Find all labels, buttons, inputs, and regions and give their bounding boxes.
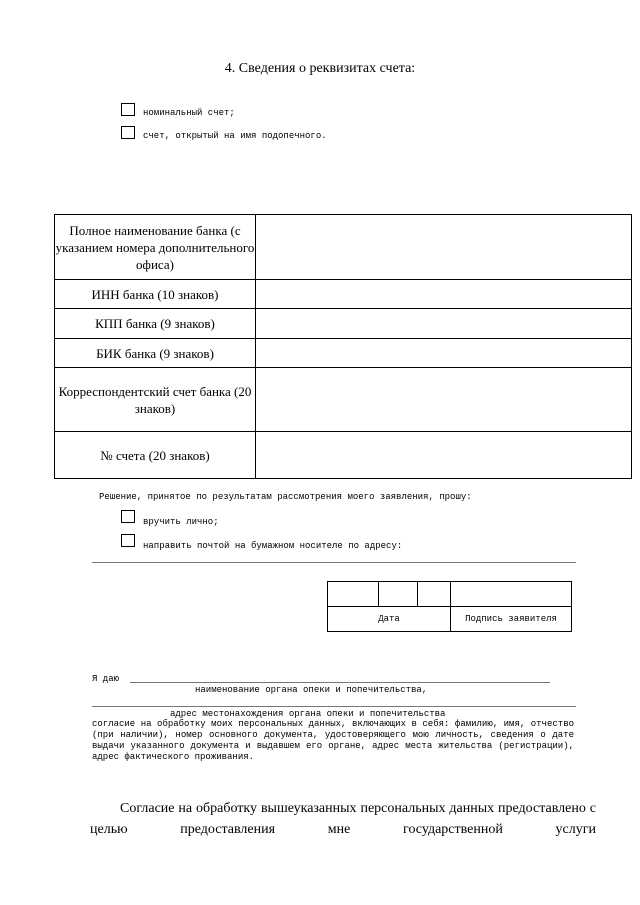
signature-label: Подпись заявителя <box>451 607 572 632</box>
deliver-in-person-checkbox[interactable] <box>121 510 135 523</box>
signature-cell[interactable] <box>451 582 572 607</box>
org-name-line[interactable] <box>130 682 550 683</box>
closing-paragraph <box>90 798 596 840</box>
org-name-caption: наименование органа опеки и попечительства, <box>195 685 428 695</box>
mail-address-line[interactable] <box>92 562 576 563</box>
consent-text: согласие на обработку моих персональных данных, включающих в себя: фамилию, имя, отчество (при наличии), номер основного документа, удостоверяющего мою личность, сведения о дате выдачи указанного документа и выдавшем его органе, адрес места жительства (регистрации), адрес фактического проживания. <box>92 719 574 762</box>
send-by-mail-label: направить почтой на бумажном носителе по адресу: <box>143 541 403 551</box>
nominal-account-label: номинальный счет; <box>143 108 235 118</box>
corr-account-cells[interactable] <box>256 368 632 432</box>
bank-details-table <box>54 214 632 479</box>
table-row <box>55 309 632 339</box>
account-number-label: № счета (20 знаков) <box>55 432 256 479</box>
org-address-caption: адрес местонахождения органа опеки и попечительства <box>170 709 446 719</box>
inn-cells[interactable] <box>256 280 632 309</box>
date-month-cell[interactable] <box>379 582 418 607</box>
closing-text: Согласие на обработку вышеуказанных персональных данных предоставлено с целью предоставления мне государственной услуги <box>90 801 596 837</box>
org-address-line[interactable] <box>92 706 576 707</box>
send-by-mail-checkbox[interactable] <box>121 534 135 547</box>
table-row <box>55 368 632 432</box>
date-label: Дата <box>328 607 451 632</box>
inn-label: ИНН банка (10 знаков) <box>55 280 256 309</box>
date-year-cell[interactable] <box>418 582 451 607</box>
account-number-cells[interactable] <box>256 432 632 479</box>
table-row <box>55 432 632 479</box>
bank-name-label: Полное наименование банка (с указанием номера дополнительного офиса) <box>55 215 256 280</box>
ward-account-checkbox[interactable] <box>121 126 135 139</box>
section-title: 4. Сведения о реквизитах счета: <box>224 61 416 76</box>
corr-account-label: Корреспондентский счет банка (20 знаков) <box>55 368 256 432</box>
kpp-cells[interactable] <box>256 309 632 339</box>
bik-cells[interactable] <box>256 339 632 368</box>
date-day-cell[interactable] <box>328 582 379 607</box>
table-row <box>55 215 632 280</box>
ward-account-label: счет, открытый на имя подопечного. <box>143 131 327 141</box>
kpp-label: КПП банка (9 знаков) <box>55 309 256 339</box>
nominal-account-checkbox[interactable] <box>121 103 135 116</box>
date-signature-table <box>327 581 572 632</box>
deliver-in-person-label: вручить лично; <box>143 517 219 527</box>
table-row <box>55 280 632 309</box>
bik-label: БИК банка (9 знаков) <box>55 339 256 368</box>
decision-intro: Решение, принятое по результатам рассмотрения моего заявления, прошу: <box>99 492 472 502</box>
consent-prefix: Я даю <box>92 674 120 684</box>
table-row <box>55 339 632 368</box>
bank-name-field[interactable] <box>256 215 632 280</box>
